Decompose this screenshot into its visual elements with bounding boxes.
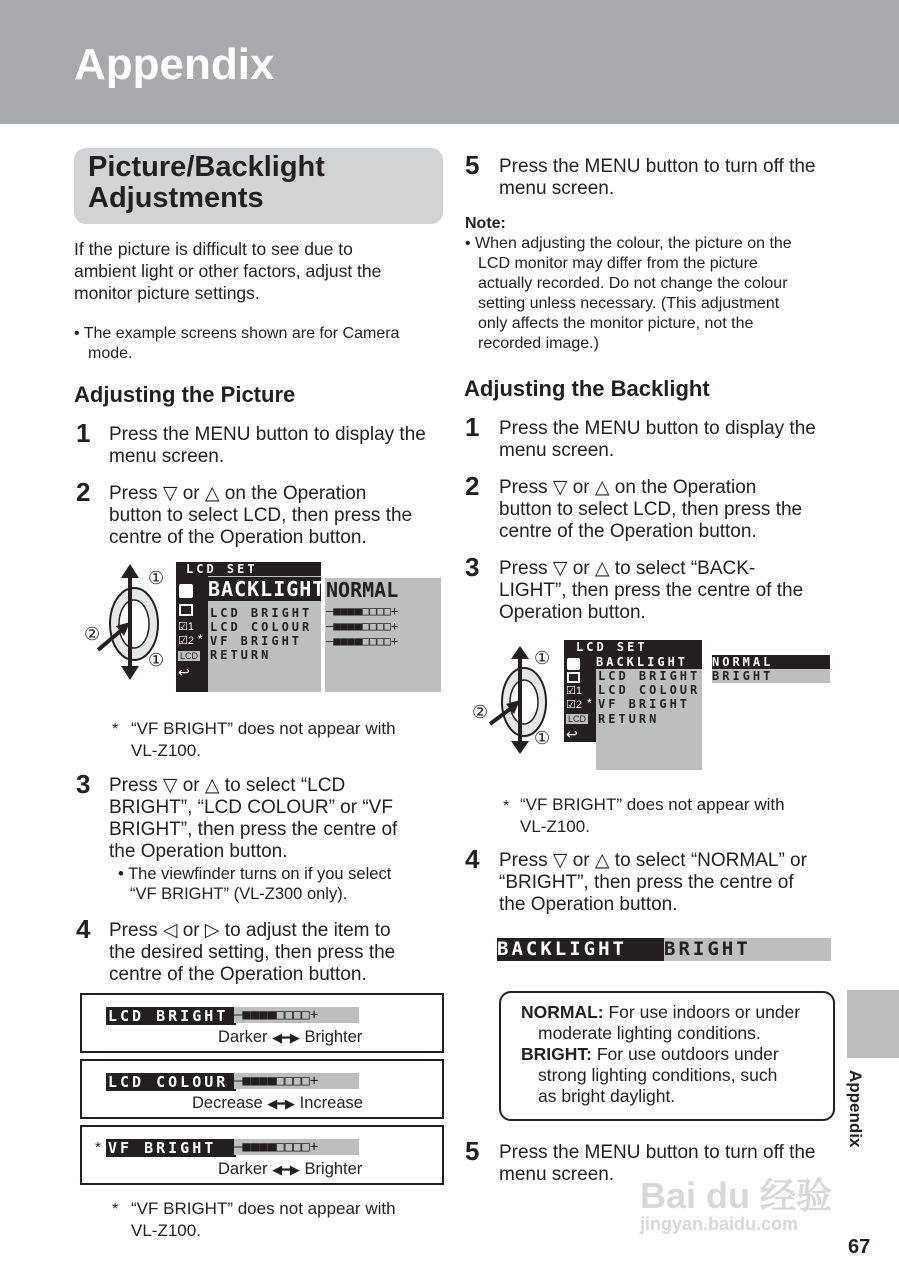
lcd-bright-range — [218, 1028, 362, 1047]
intro-bullet — [74, 324, 454, 364]
step-line: Press the MENU button to turn off the — [499, 1142, 816, 1163]
menu2-label: 2 — [187, 635, 194, 647]
vf-bright-box — [80, 1125, 444, 1185]
range-left: Decrease — [192, 1094, 263, 1112]
note-line: LCD monitor may differ from the picture — [478, 255, 758, 272]
range-right: Increase — [299, 1094, 363, 1112]
camera-icon — [179, 584, 193, 598]
range-arrow-icon: ◀━▶ — [272, 1030, 300, 1045]
menu2-label: 2 — [575, 699, 582, 711]
step-bullet-line: “VF BRIGHT” (VL-Z300 only). — [130, 885, 348, 903]
step-number: 2 — [76, 477, 91, 507]
section-title-line2: Adjustments — [88, 182, 264, 214]
info-bright-label: BRIGHT: — [521, 1044, 592, 1064]
step-line: Press ▽ or △ on the Operation — [109, 483, 367, 504]
info-normal-text: For use indoors or under — [603, 1002, 801, 1022]
section-title-box — [74, 148, 443, 224]
step-line: the Operation button. — [109, 841, 288, 862]
side-tab-label: Appendix — [846, 1070, 865, 1148]
step-line: centre of the Operation button. — [109, 964, 367, 985]
info-normal-text: moderate lighting conditions. — [538, 1023, 761, 1043]
step-text — [499, 418, 844, 462]
lcd-bright-label: LCD BRIGHT — [106, 1007, 236, 1025]
page-header — [0, 0, 899, 124]
menu-item-vf-bright: VF BRIGHT — [598, 697, 691, 711]
range-left: Darker — [218, 1028, 268, 1046]
playback-icon — [567, 672, 580, 683]
info-normal-line — [521, 1002, 831, 1023]
footnote — [131, 718, 396, 762]
intro-bullet-line: • The example screens shown are for Camera — [74, 325, 400, 342]
step-line: Operation button. — [499, 602, 646, 623]
footnote-line: VL-Z100. — [131, 1221, 201, 1240]
intro-bullet-line: mode. — [88, 345, 133, 362]
vf-star: * — [198, 632, 203, 646]
menu1-label: 1 — [575, 685, 582, 697]
playback-icon — [179, 604, 193, 616]
lcd-bright-box — [80, 993, 444, 1053]
step-line: Press ▽ or △ to select “NORMAL” or — [499, 850, 807, 871]
intro-line: If the picture is difficult to see due to — [74, 239, 353, 259]
backlight-heading: Adjusting the Backlight — [464, 376, 710, 401]
backlight-info-box — [499, 991, 835, 1121]
note-line: only affects the monitor picture, not the — [478, 315, 754, 332]
step-line: “BRIGHT”, then press the centre of — [499, 872, 794, 893]
page-number: 67 — [848, 1236, 871, 1258]
vf-bright-star: * — [95, 1139, 101, 1156]
step-text — [109, 775, 449, 863]
intro-line: ambient light or other factors, adjust the — [74, 261, 382, 281]
footnote-line: “VF BRIGHT” does not appear with — [520, 795, 785, 814]
step-line: the desired setting, then press the — [109, 942, 396, 963]
step-text — [499, 477, 844, 543]
step-bullet-line: • The viewfinder turns on if you select — [118, 865, 392, 883]
step-text — [109, 920, 449, 986]
step-number: 1 — [76, 418, 91, 448]
note-text — [465, 234, 835, 354]
range-left: Darker — [218, 1160, 268, 1178]
step-bullet — [118, 864, 448, 904]
value-bar: –■■■■□□□□+ — [326, 634, 399, 648]
menu-item-lcd-colour: LCD COLOUR — [210, 620, 313, 634]
footnote — [131, 1198, 396, 1242]
footnote-line: “VF BRIGHT” does not appear with — [131, 719, 396, 738]
footnote — [520, 794, 785, 838]
step-number: 5 — [465, 150, 480, 180]
menu-value-normal: NORMAL — [326, 578, 399, 602]
page-title: Appendix — [74, 40, 275, 89]
step-text — [499, 558, 844, 624]
lcd-colour-box — [80, 1059, 444, 1119]
footnote-star: * — [503, 798, 510, 815]
lcd-bright-bar: –■■■■□□□□+ — [234, 1007, 359, 1023]
vf-bright-bar: –■■■■□□□□+ — [234, 1139, 359, 1155]
step-number: 3 — [76, 769, 91, 799]
info-bright-text: as bright daylight. — [538, 1086, 676, 1106]
menu2-icon: ☑2 — [178, 635, 194, 647]
footnote-line: VL-Z100. — [131, 741, 201, 760]
step-line: LIGHT”, then press the centre of the — [499, 580, 804, 601]
info-bright-line — [521, 1044, 831, 1065]
intro-text — [74, 238, 454, 304]
step-line: menu screen. — [499, 178, 615, 199]
callout-3: ① — [148, 650, 165, 670]
value-bar: –■■■■□□□□+ — [326, 619, 399, 633]
range-right: Brighter — [304, 1160, 363, 1178]
return-icon: ↩ — [178, 664, 190, 680]
option-bright: BRIGHT — [712, 669, 830, 683]
step-number: 1 — [465, 412, 480, 442]
return-icon: ↩ — [566, 726, 578, 742]
note-line: actually recorded. Do not change the colour — [478, 275, 788, 292]
section-title — [88, 152, 325, 214]
step-text — [499, 156, 844, 200]
footnote-line: “VF BRIGHT” does not appear with — [131, 1199, 396, 1218]
up-arrow-icon — [121, 564, 139, 578]
step-line: menu screen. — [109, 446, 225, 467]
step-line: Press ▽ or △ on the Operation — [499, 477, 757, 498]
backlight-bar-label: BACKLIGHT — [497, 938, 664, 961]
callout-1: ① — [534, 648, 551, 668]
vf-star: * — [587, 696, 592, 710]
callout-3: ① — [534, 728, 551, 748]
step-line: button to select LCD, then press the — [109, 505, 413, 526]
lcd-colour-label: LCD COLOUR — [106, 1073, 236, 1091]
note-line: recorded image.) — [478, 335, 599, 352]
up-arrow-icon — [511, 646, 529, 659]
menu1-label: 1 — [187, 621, 194, 633]
step-line: centre of the Operation button. — [109, 527, 367, 548]
menu1-icon: ☑1 — [178, 621, 194, 633]
picture-heading: Adjusting the Picture — [74, 382, 296, 407]
down-arrow-icon — [121, 666, 139, 680]
step-number: 4 — [465, 844, 480, 874]
section-title-line1: Picture/Backlight — [88, 151, 325, 183]
menu-item-return: RETURN — [210, 648, 272, 662]
watermark-url: jingyan.baidu.com — [640, 1214, 799, 1234]
info-bright-text: strong lighting conditions, such — [538, 1065, 778, 1085]
menu1-icon: ☑1 — [566, 685, 582, 697]
menu-item-lcd-colour: LCD COLOUR — [598, 683, 701, 697]
step-number: 4 — [76, 914, 91, 944]
menu-item-lcd-bright: LCD BRIGHT — [210, 606, 313, 620]
vf-bright-range — [218, 1160, 362, 1179]
step-line: Press ▽ or △ to select “LCD — [109, 775, 346, 796]
vf-bright-label: VF BRIGHT — [106, 1139, 236, 1157]
menu-item-return: RETURN — [598, 712, 660, 726]
step-line: BRIGHT”, “LCD COLOUR” or “VF — [109, 797, 393, 818]
lcd-colour-range — [192, 1094, 363, 1113]
step-number: 5 — [465, 1136, 480, 1166]
lcd-menu-title: LCD SET — [186, 562, 258, 576]
step-line: Press the MENU button to display the — [109, 424, 426, 445]
option-normal: NORMAL — [712, 655, 830, 669]
step-line: button to select LCD, then press the — [499, 499, 803, 520]
value-bar: –■■■■□□□□+ — [326, 604, 399, 618]
range-arrow-icon: ◀━▶ — [267, 1096, 296, 1111]
lcd-icon: LCD — [568, 714, 587, 724]
side-tab — [847, 990, 899, 1058]
info-normal-label: NORMAL: — [521, 1002, 604, 1022]
callout-1: ① — [148, 568, 165, 588]
range-right: Brighter — [304, 1028, 363, 1046]
operation-button-diagram — [474, 644, 566, 758]
step-line: Press the MENU button to display the — [499, 418, 816, 439]
callout-2: ② — [84, 624, 101, 644]
backlight-bar-value: BRIGHT — [664, 938, 831, 961]
step-number: 2 — [465, 471, 480, 501]
lcd-menu-title: LCD SET — [576, 640, 648, 654]
step-line: menu screen. — [499, 440, 615, 461]
info-bright-text: For use outdoors under — [591, 1044, 779, 1064]
step-text — [109, 483, 449, 549]
lcd-icon: LCD — [180, 651, 199, 661]
camera-icon — [567, 658, 580, 670]
backlight-info-text — [521, 1002, 831, 1107]
down-arrow-icon — [511, 741, 529, 754]
footnote-star: * — [112, 721, 119, 738]
step-line: Press ◁ or ▷ to adjust the item to — [109, 920, 391, 941]
step-line: centre of the Operation button. — [499, 521, 757, 542]
step-text — [499, 850, 844, 916]
step-text — [109, 424, 449, 468]
menu2-icon: ☑2 — [566, 699, 582, 711]
watermark-logo: Bai du 经验 — [640, 1175, 833, 1216]
menu-item-backlight: BACKLIGHT — [208, 577, 326, 601]
callout-2: ② — [472, 702, 489, 722]
menu-item-lcd-bright: LCD BRIGHT — [598, 669, 701, 683]
lcd-colour-bar: –■■■■□□□□+ — [234, 1073, 359, 1089]
step-line: BRIGHT”, then press the centre of — [109, 819, 398, 840]
intro-line: monitor picture settings. — [74, 283, 260, 303]
range-arrow-icon: ◀━▶ — [272, 1162, 300, 1177]
step-number: 3 — [465, 552, 480, 582]
footnote-star: * — [112, 1201, 119, 1218]
footnote-line: VL-Z100. — [520, 817, 590, 836]
note-title: Note: — [465, 215, 506, 232]
menu-item-backlight: BACKLIGHT — [596, 655, 702, 669]
step-line: Press ▽ or △ to select “BACK- — [499, 558, 756, 579]
step-line: menu screen. — [499, 1164, 615, 1185]
step-line: the Operation button. — [499, 894, 678, 915]
note-line: • When adjusting the colour, the picture on the — [465, 235, 792, 252]
step-line: Press the MENU button to turn off the — [499, 156, 816, 177]
note-line: setting unless necessary. (This adjustment — [478, 295, 780, 312]
menu-item-vf-bright: VF BRIGHT — [210, 634, 303, 648]
